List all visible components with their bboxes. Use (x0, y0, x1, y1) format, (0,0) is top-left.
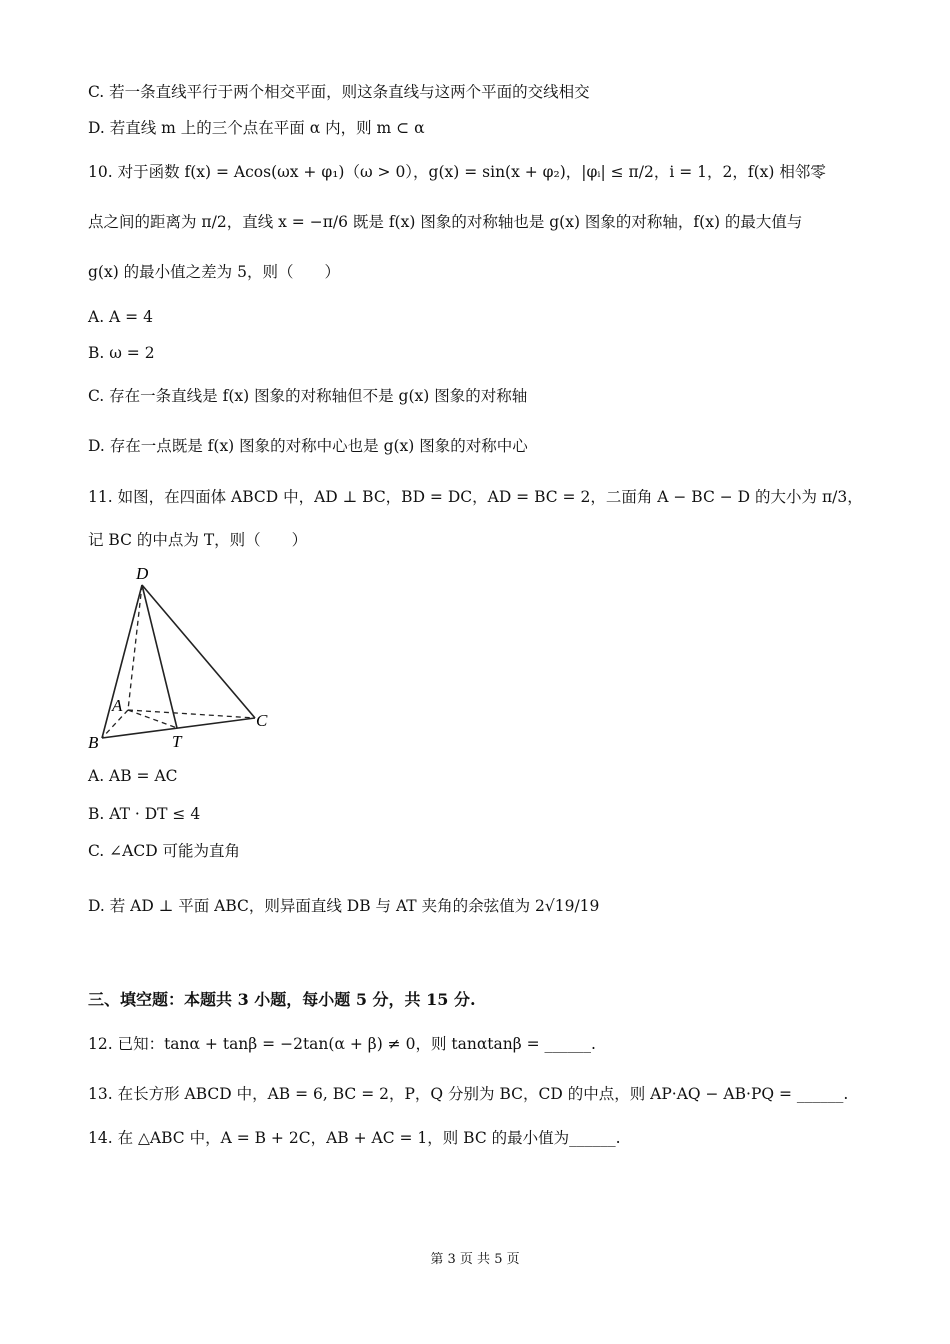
q13: 13. 在长方形 ABCD 中，AB = 6, BC = 2，P，Q 分别为 BC，CD 的中点，则 AP·AQ − AB·PQ = ______. (88, 1085, 849, 1103)
label-A: A (112, 696, 123, 715)
q11-option-c: C. ∠ACD 可能为直角 (88, 842, 241, 860)
tetrahedron-figure (80, 560, 280, 755)
label-C: C (256, 711, 268, 730)
label-B: B (88, 733, 99, 752)
label-T: T (172, 732, 182, 751)
q14: 14. 在 △ABC 中，A = B + 2C，AB + AC = 1，则 BC 的最小值为______. (88, 1129, 621, 1147)
page-footer: 第 3 页 共 5 页 (430, 1252, 520, 1267)
q9-option-d: D. 若直线 m 上的三个点在平面 α 内，则 m ⊂ α (88, 119, 425, 137)
q11-stem-line2: 记 BC 的中点为 T，则（ ） (88, 531, 308, 549)
edge-AT (128, 710, 177, 728)
q11-option-a: A. AB = AC (88, 767, 178, 785)
q12: 12. 已知：tanα + tanβ = −2tan(α + β) ≠ 0，则 tanαtanβ = ______. (88, 1035, 596, 1053)
q10-stem-line1: 10. 对于函数 f(x) = Acos(ωx + φ₁)（ω > 0），g(x) = sin(x + φ₂)，|φᵢ| ≤ π/2，i = 1，2，f(x) 相邻零 (88, 163, 826, 181)
edge-DA (128, 585, 142, 710)
q10-stem-line3: g(x) 的最小值之差为 5，则（ ） (88, 263, 340, 281)
label-D: D (136, 564, 149, 583)
q10-option-d: D. 存在一点既是 f(x) 图象的对称中心也是 g(x) 图象的对称中心 (88, 437, 528, 455)
q10-option-b: B. ω = 2 (88, 344, 155, 362)
q11-option-d: D. 若 AD ⊥ 平面 ABC，则异面直线 DB 与 AT 夹角的余弦值为 2√19/19 (88, 897, 600, 915)
q11-stem-line1: 11. 如图，在四面体 ABCD 中，AD ⊥ BC，BD = DC，AD = BC = 2，二面角 A − BC − D 的大小为 π/3， (88, 488, 863, 506)
q11-option-b: B. AT · DT ≤ 4 (88, 805, 201, 823)
edge-DB (102, 585, 142, 738)
q10-stem-line2: 点之间的距离为 π/2，直线 x = −π/6 既是 f(x) 图象的对称轴也是 g(x) 图象的对称轴，f(x) 的最大值与 (88, 213, 803, 231)
q9-option-c: C. 若一条直线平行于两个相交平面，则这条直线与这两个平面的交线相交 (88, 83, 590, 101)
section-three-heading: 三、填空题：本题共 3 小题，每小题 5 分，共 15 分. (88, 990, 476, 1009)
q10-option-c: C. 存在一条直线是 f(x) 图象的对称轴但不是 g(x) 图象的对称轴 (88, 387, 528, 405)
q10-option-a: A. A = 4 (88, 308, 153, 326)
